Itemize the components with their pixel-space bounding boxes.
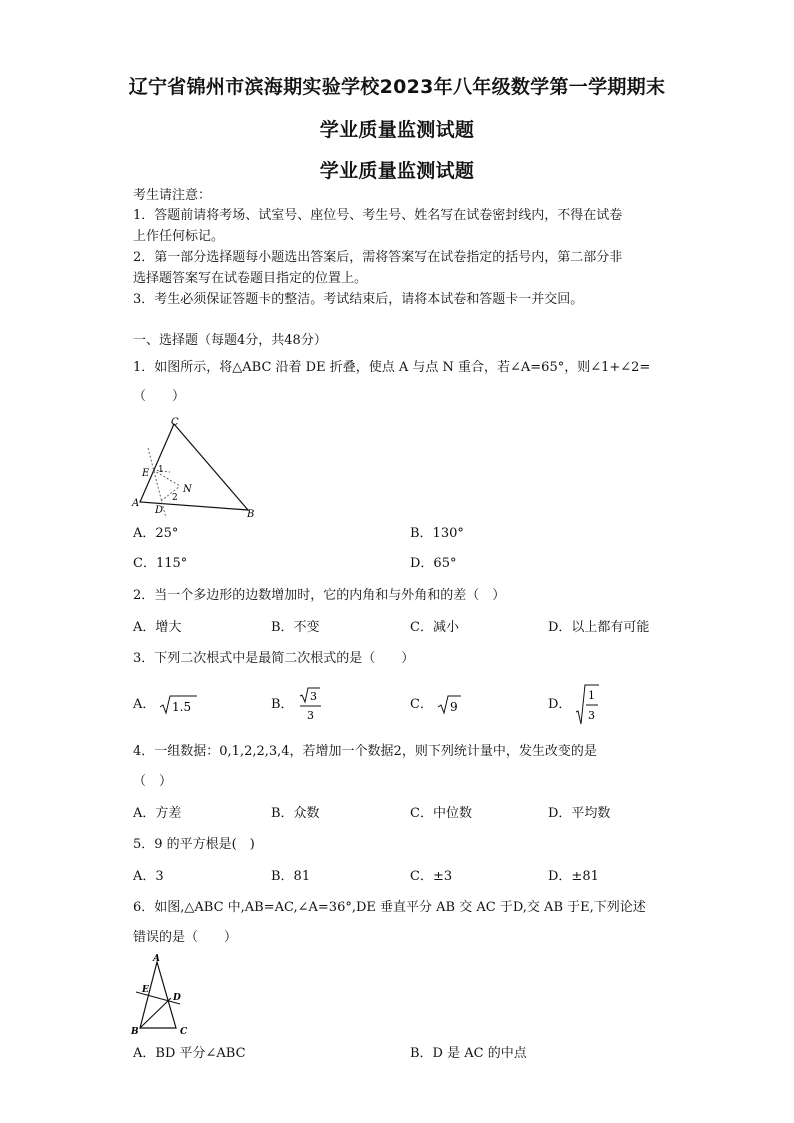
page-title-line1: 辽宁省锦州市滨海期实验学校2023年八年级数学第一学期期末: [128, 76, 666, 98]
q1-option-d: D．65°: [410, 556, 457, 571]
q1-stem-line2: （ ）: [133, 389, 186, 404]
q1-label-2: 2: [172, 493, 178, 503]
notice-heading: 考生请注意：: [133, 188, 212, 203]
q3-option-d: [548, 684, 601, 726]
q5-option-d: D．±81: [548, 869, 599, 884]
q1-option-a: A．25°: [133, 526, 179, 541]
q1-label-c: C: [171, 417, 179, 428]
q1-label-1: 1: [158, 465, 164, 475]
q3-option-d-numerator: 1: [588, 689, 596, 702]
q3-option-c: [410, 694, 463, 716]
q4-option-a: A．方差: [133, 806, 182, 821]
sqrt-icon: [159, 694, 199, 716]
q1-label-e: E: [142, 468, 150, 479]
q6-triangle-figure: [128, 954, 198, 1036]
notice-item2-line1: 2．第一部分选择题每小题选出答案后，需将答案写在试卷指定的括号内，第二部分非: [133, 250, 623, 265]
q6-option-b: B．D 是 AC 的中点: [410, 1046, 527, 1061]
q6-label-a: A: [153, 954, 160, 964]
q5-option-a: A．3: [133, 869, 164, 884]
q1-triangle-figure: [130, 412, 260, 520]
q6-label-b: B: [131, 1027, 139, 1036]
notice-item1-line2: 上作任何标记。: [133, 229, 225, 244]
q3-option-b-denominator: 3: [306, 709, 314, 722]
sqrt-fraction-icon: [575, 684, 601, 726]
q4-option-c: C．中位数: [410, 806, 472, 821]
q5-option-b: B．81: [271, 869, 311, 884]
q3-option-b-numerator: 3: [309, 690, 317, 703]
q1-label-b: B: [247, 509, 255, 520]
q3-option-a-radicand: 1.5: [172, 700, 192, 714]
q1-label-n: N: [183, 484, 192, 495]
notice-item1-line1: 1．答题前请将考场、试室号、座位号、考生号、姓名写在试卷密封线内，不得在试卷: [133, 208, 623, 223]
q6-stem-line2: 错误的是（ ）: [133, 930, 238, 945]
page-title-line3: 学业质量监测试题: [319, 160, 475, 182]
q3-option-d-denominator: 3: [588, 709, 596, 722]
q3-option-a: [133, 694, 199, 716]
notice-item3: 3．考生必须保证答题卡的整洁。考试结束后，请将本试卷和答题卡一并交回。: [133, 292, 584, 307]
q3-option-b-label: B．: [271, 697, 294, 712]
q3-option-c-radicand: 9: [449, 700, 458, 714]
q6-stem-line1: 6．如图,△ABC 中,AB=AC,∠A=36°,DE 垂直平分 AB 交 AC 于D,交 AB 于E,下列论述: [133, 900, 646, 915]
q2-option-c: C．减小: [410, 620, 459, 635]
page-title-line2: 学业质量监测试题: [319, 119, 475, 141]
q1-label-d: D: [155, 505, 164, 516]
q3-stem: 3．下列二次根式中是最简二次根式的是（ ）: [133, 651, 415, 666]
q2-option-b: B．不变: [271, 620, 320, 635]
sqrt-fraction-icon: [298, 686, 324, 724]
q3-option-d-label: D．: [548, 697, 572, 712]
sqrt-icon: [437, 694, 463, 716]
notice-item2-line2: 选择题答案写在试卷题目指定的位置上。: [133, 271, 368, 286]
q6-option-a: A．BD 平分∠ABC: [133, 1046, 246, 1061]
q4-option-b: B．众数: [271, 806, 320, 821]
q5-stem: 5．9 的平方根是( ): [133, 837, 255, 852]
q6-label-d: D: [173, 993, 181, 1003]
q1-option-c: C．115°: [133, 556, 188, 571]
q6-label-c: C: [180, 1027, 188, 1036]
q3-option-c-label: C．: [410, 697, 433, 712]
q2-option-d: D．以上都有可能: [548, 620, 650, 635]
section-heading: 一、选择题（每题4分，共48分）: [133, 333, 327, 348]
q1-stem-line1: 1．如图所示，将△ABC 沿着 DE 折叠，使点 A 与点 N 重合，若∠A=65°，则∠1+∠2=: [133, 360, 651, 375]
q4-option-d: D．平均数: [548, 806, 611, 821]
q3-option-a-label: A．: [133, 697, 156, 712]
q5-option-c: C．±3: [410, 869, 453, 884]
q3-option-b: [271, 686, 324, 724]
q4-stem-line1: 4．一组数据：0,1,2,2,3,4，若增加一个数据2，则下列统计量中，发生改变的是: [133, 744, 597, 759]
q4-stem-line2: （ ）: [133, 774, 173, 789]
q2-option-a: A．增大: [133, 620, 182, 635]
q1-option-b: B．130°: [410, 526, 464, 541]
q1-label-a: A: [132, 498, 140, 509]
q6-label-e: E: [142, 985, 149, 995]
q2-stem: 2．当一个多边形的边数增加时，它的内角和与外角和的差（ ）: [133, 588, 506, 603]
